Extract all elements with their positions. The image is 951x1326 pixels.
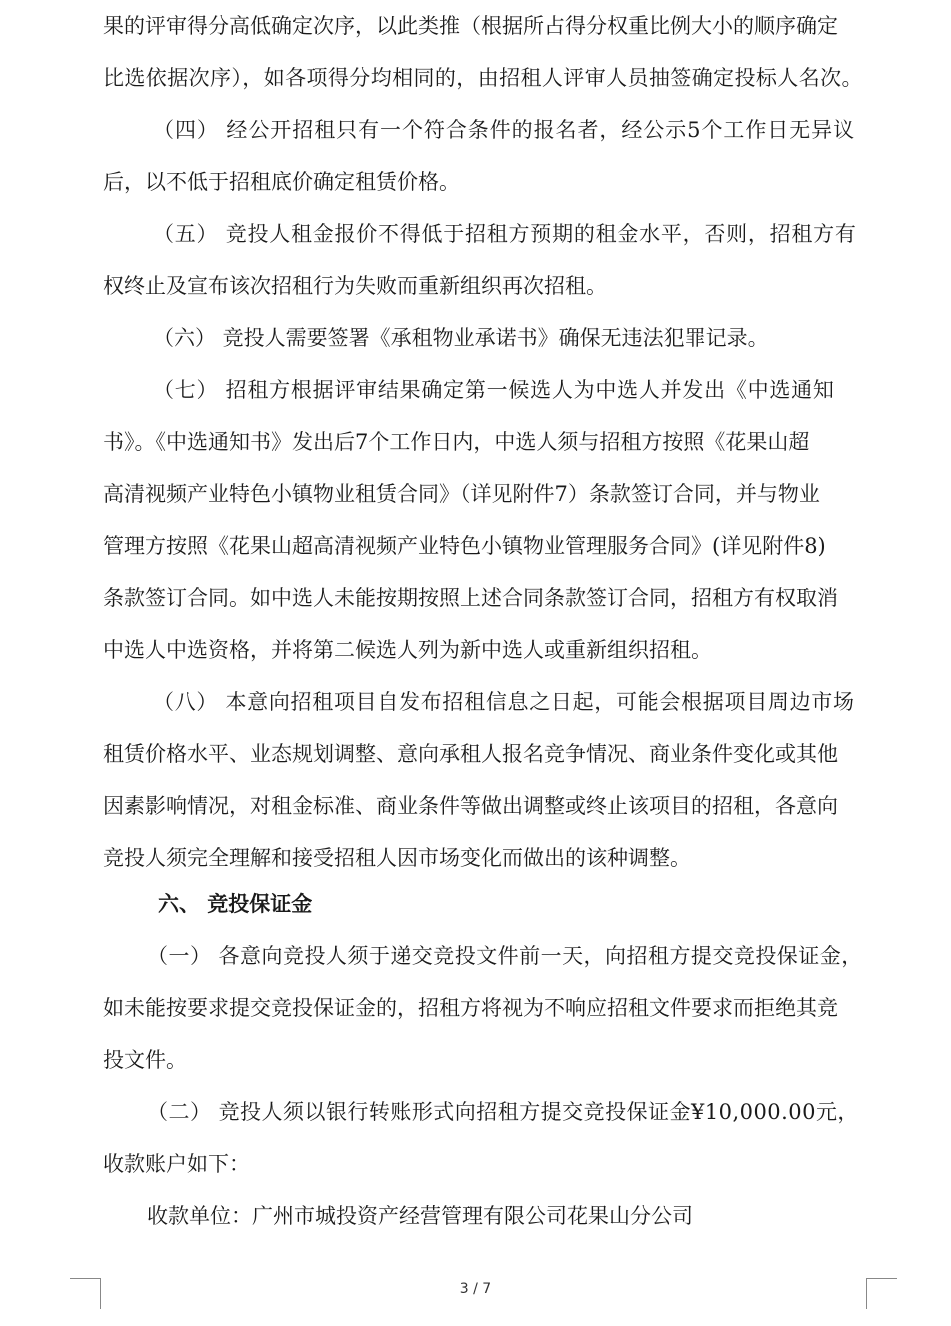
line-text: 书》。《中选通知书》发出后7个工作日内，中选人须与招租方按照《花果山超: [103, 430, 810, 454]
heading-text: 六、 竞投保证金: [158, 892, 313, 916]
line-text: 竞投人须完全理解和接受招租人因市场变化而做出的该种调整。: [103, 846, 691, 870]
body-line: [0, 990, 951, 1026]
justified-text: [103, 60, 863, 96]
page-number: 3 / 7: [459, 1281, 492, 1297]
body-line: [0, 268, 951, 304]
line-text: 管理方按照《花果山超高清视频产业特色小镇物业管理服务合同》(详见附件8): [103, 534, 826, 558]
justified-text: [103, 580, 863, 616]
line-text: 比选依据次序），如各项得分均相同的，由招租人评审人员抽签确定投标人名次。: [103, 66, 863, 90]
line-text: 如未能按要求提交竞投保证金的，招租方将视为不响应招租文件要求而拒绝其竞: [103, 996, 838, 1020]
line-text: 租赁价格水平、业态规划调整、意向承租人报名竞争情况、商业条件变化或其他: [103, 742, 838, 766]
justified-text: [103, 528, 863, 564]
line-text: 果的评审得分高低确定次序，以此类推（根据所占得分权重比例大小的顺序确定: [103, 14, 838, 38]
body-line: [0, 632, 951, 668]
body-line: [0, 1146, 951, 1182]
justified-text: [103, 788, 863, 824]
line-text: 后，以不低于招租底价确定租赁价格。: [103, 170, 460, 194]
line-text: 高清视频产业特色小镇物业租赁合同》（详见附件7）条款签订合同，并与物业: [103, 482, 820, 506]
justified-text: [153, 372, 835, 408]
body-line: [0, 736, 951, 772]
line-text: 收款账户如下：: [103, 1152, 250, 1176]
justified-text: [103, 736, 863, 772]
justified-text: [147, 938, 863, 974]
line-text: （八） 本意向招租项目自发布招租信息之日起，可能会根据项目周边市场: [153, 690, 855, 714]
list-item-6: [0, 320, 951, 356]
line-text: 收款单位：广州市城投资产经营管理有限公司花果山分公司: [147, 1204, 693, 1228]
line-text: 投文件。: [103, 1048, 187, 1072]
justified-text: [103, 424, 863, 460]
line-text: 因素影响情况，对租金标准、商业条件等做出调整或终止该项目的招租，各意向: [103, 794, 838, 818]
list-item-2: [0, 1094, 951, 1130]
list-item-7: [0, 372, 951, 408]
line-text: 权终止及宣布该次招租行为失败而重新组织再次招租。: [103, 274, 607, 298]
justified-text: [153, 684, 855, 720]
body-line: [0, 840, 951, 876]
list-item-1: [0, 938, 951, 974]
list-item-5: [0, 216, 951, 252]
line-text: （七） 招租方根据评审结果确定第一候选人为中选人并发出《中选通知: [153, 378, 835, 402]
line-text: （二） 竞投人须以银行转账形式向招租方提交竞投保证金¥10,000.00元，: [147, 1100, 859, 1124]
body-line: [0, 1198, 951, 1234]
body-line: [0, 580, 951, 616]
section-heading: [0, 886, 951, 922]
body-line: [0, 1042, 951, 1078]
body-line: [0, 788, 951, 824]
line-text: （六） 竞投人需要签署《承租物业承诺书》确保无违法犯罪记录。: [153, 326, 769, 350]
justified-text: [153, 216, 857, 252]
body-line: [0, 424, 951, 460]
list-item-8: [0, 684, 951, 720]
body-line: [0, 60, 951, 96]
body-line: [0, 528, 951, 564]
body-line: [0, 8, 951, 44]
justified-text: [103, 990, 863, 1026]
line-text: 条款签订合同。如中选人未能按期按照上述合同条款签订合同，招租方有权取消: [103, 586, 838, 610]
line-text: （一） 各意向竞投人须于递交竞投文件前一天，向招租方提交竞投保证金，: [147, 944, 863, 968]
body-line: [0, 476, 951, 512]
list-item-4: [0, 112, 951, 148]
line-text: （五） 竞投人租金报价不得低于招租方预期的租金水平，否则，招租方有: [153, 222, 857, 246]
justified-text: [103, 476, 863, 512]
body-line: [0, 164, 951, 200]
justified-text: [103, 8, 863, 44]
line-text: 中选人中选资格，并将第二候选人列为新中选人或重新组织招租。: [103, 638, 712, 662]
line-text: （四） 经公开招租只有一个符合条件的报名者，经公示5个工作日无异议: [153, 118, 856, 142]
justified-text: [153, 112, 855, 148]
justified-text: [147, 1094, 859, 1130]
